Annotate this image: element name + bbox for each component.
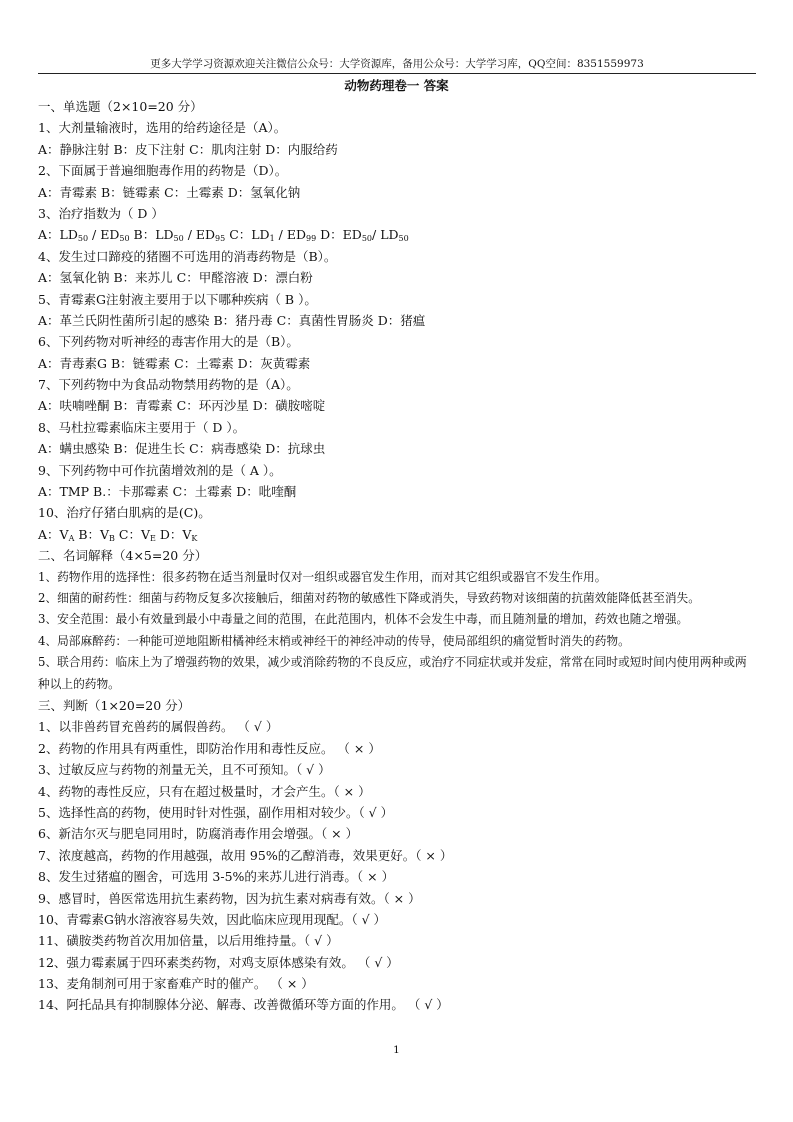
question-text: 4、发生过口蹄疫的猪圈不可选用的消毒药物是（B）。	[38, 248, 337, 264]
definition-item: 1、药物作用的选择性：很多药物在适当剂量时仅对一组织或器官发生作用，而对其它组织或器官不发生作用。	[38, 569, 607, 584]
judgment-item: 2、药物的作用具有两重性，即防治作用和毒性反应。 （ × ）	[38, 740, 381, 756]
section-heading: 三、判断（1×20=20 分）	[38, 698, 191, 713]
judgment-item: 12、强力霉素属于四环素类药物，对鸡支原体感染有效。 （ √ ）	[38, 954, 399, 970]
question-options: A：青霉素 B：链霉素 C：土霉素 D：氢氧化钠	[38, 184, 301, 200]
page-title: 动物药理卷一 答案	[344, 78, 449, 93]
question-text: 6、下列药物对听神经的毒害作用大的是（B）。	[38, 334, 299, 350]
question-text: 7、下列药物中为食品动物禁用药物的是（A）。	[38, 377, 299, 393]
question-options: A：TMP B.：卡那霉素 C：土霉素 D：吡喹酮	[38, 484, 297, 500]
question-options: A：螨虫感染 B：促进生长 C：病毒感染 D：抗球虫	[38, 441, 326, 457]
judgment-item: 4、药物的毒性反应，只有在超过极量时，才会产生。（ × ）	[38, 783, 371, 799]
question-text: 1、大剂量输液时，选用的给药途径是（A）。	[38, 120, 287, 136]
judgment-item: 9、感冒时，兽医常选用抗生素药物，因为抗生素对病毒有效。（ × ）	[38, 890, 421, 906]
question-options: A：革兰氏阴性菌所引起的感染 B：猪丹毒 C：真菌性胃肠炎 D：猪瘟	[38, 312, 426, 328]
question-text: 9、下列药物中可作抗菌增效剂的是（ A ）。	[38, 462, 282, 478]
section-heading: 一、单选题（2×10=20 分）	[38, 99, 203, 114]
judgment-item: 10、青霉素G钠水溶液容易失效，因此临床应现用现配。（ √ ）	[38, 911, 387, 927]
judgment-item: 11、磺胺类药物首次用加倍量，以后用维持量。（ √ ）	[38, 933, 339, 949]
judgment-item: 1、以非兽药冒充兽药的属假兽药。 （ √ ）	[38, 719, 279, 735]
question-options: A：$LD_{50} / ED_{50}$ B：$LD_{50} / ED_{95}$ C：$LD_1 / ED_{99}$ D：$ED_{50}/$ $LD_{50}$	[38, 227, 409, 244]
document-body	[38, 96, 756, 1016]
question-options: A：$V_A$ B：$V_B$ C：$V_E$ D：$V_K$	[38, 526, 198, 543]
definition-item: 5、联合用药：临床上为了增强药物的效果，减少或消除药物的不良反应，或治疗不同症状或并发症，常常在同时或短时间内使用两种或两种以上的药物。	[38, 655, 747, 691]
section-heading: 二、名词解释（4×5=20 分）	[38, 548, 208, 564]
question-text: 10、治疗仔猪白肌病的是(C)。	[38, 505, 211, 521]
definition-item: 3、安全范围：最小有效量到最小中毒量之间的范围，在此范围内，机体不会发生中毒，而且随剂量的增加，药效也随之增强。	[38, 612, 689, 627]
question-options: A：青毒素G B：链霉素 C：土霉素 D：灰黄霉素	[38, 355, 311, 371]
definition-item: 2、细菌的耐药性：细菌与药物反复多次接触后，细菌对药物的敏感性下降或消失，导致药物对该细菌的抗菌效能降低甚至消失。	[38, 590, 700, 605]
definition-item: 4、局部麻醉药：一种能可逆地阻断柑橘神经末梢或神经干的神经冲动的传导，使局部组织的痛觉暂时消失的药物。	[38, 633, 630, 648]
judgment-item: 8、发生过猪瘟的圈舍，可选用 3-5%的来苏儿进行消毒。（ × ）	[38, 869, 395, 885]
question-text: 8、马杜拉霉素临床主要用于（ D ）。	[38, 419, 246, 435]
question-text: 2、下面属于普遍细胞毒作用的药物是（D）。	[38, 163, 288, 179]
question-text: 3、治疗指数为（ D ）	[38, 205, 164, 221]
question-text: 5、青霉素G注射液主要用于以下哪种疾病（ B ）。	[38, 291, 317, 307]
page-header: 更多大学学习资源欢迎关注微信公众号：大学资源库，备用公众号：大学学习库，QQ空间：8351559973	[38, 56, 756, 74]
question-options: A：氢氧化钠 B：来苏儿 C：甲醛溶液 D：漂白粉	[38, 270, 313, 286]
judgment-item: 13、麦角制剂可用于家畜难产时的催产。 （ × ）	[38, 976, 314, 992]
question-options: A：呋喃唑酮 B：青霉素 C：环丙沙星 D：磺胺嘧啶	[38, 398, 326, 414]
question-options: A：静脉注射 B：皮下注射 C：肌肉注射 D：内服给药	[38, 141, 338, 157]
judgment-item: 14、阿托品具有抑制腺体分泌、解毒、改善微循环等方面的作用。 （ √ ）	[38, 997, 449, 1013]
judgment-item: 5、选择性高的药物，使用时针对性强，副作用相对较少。（ √ ）	[38, 804, 394, 820]
judgment-item: 3、过敏反应与药物的剂量无关，且不可预知。（ √ ）	[38, 762, 331, 778]
judgment-item: 6、新洁尔灭与肥皂同用时，防腐消毒作用会增强。（ × ）	[38, 826, 359, 842]
page-number: 1	[393, 1044, 400, 1056]
judgment-item: 7、浓度越高，药物的作用越强，故用 95%的乙醇消毒，效果更好。（ × ）	[38, 847, 453, 863]
